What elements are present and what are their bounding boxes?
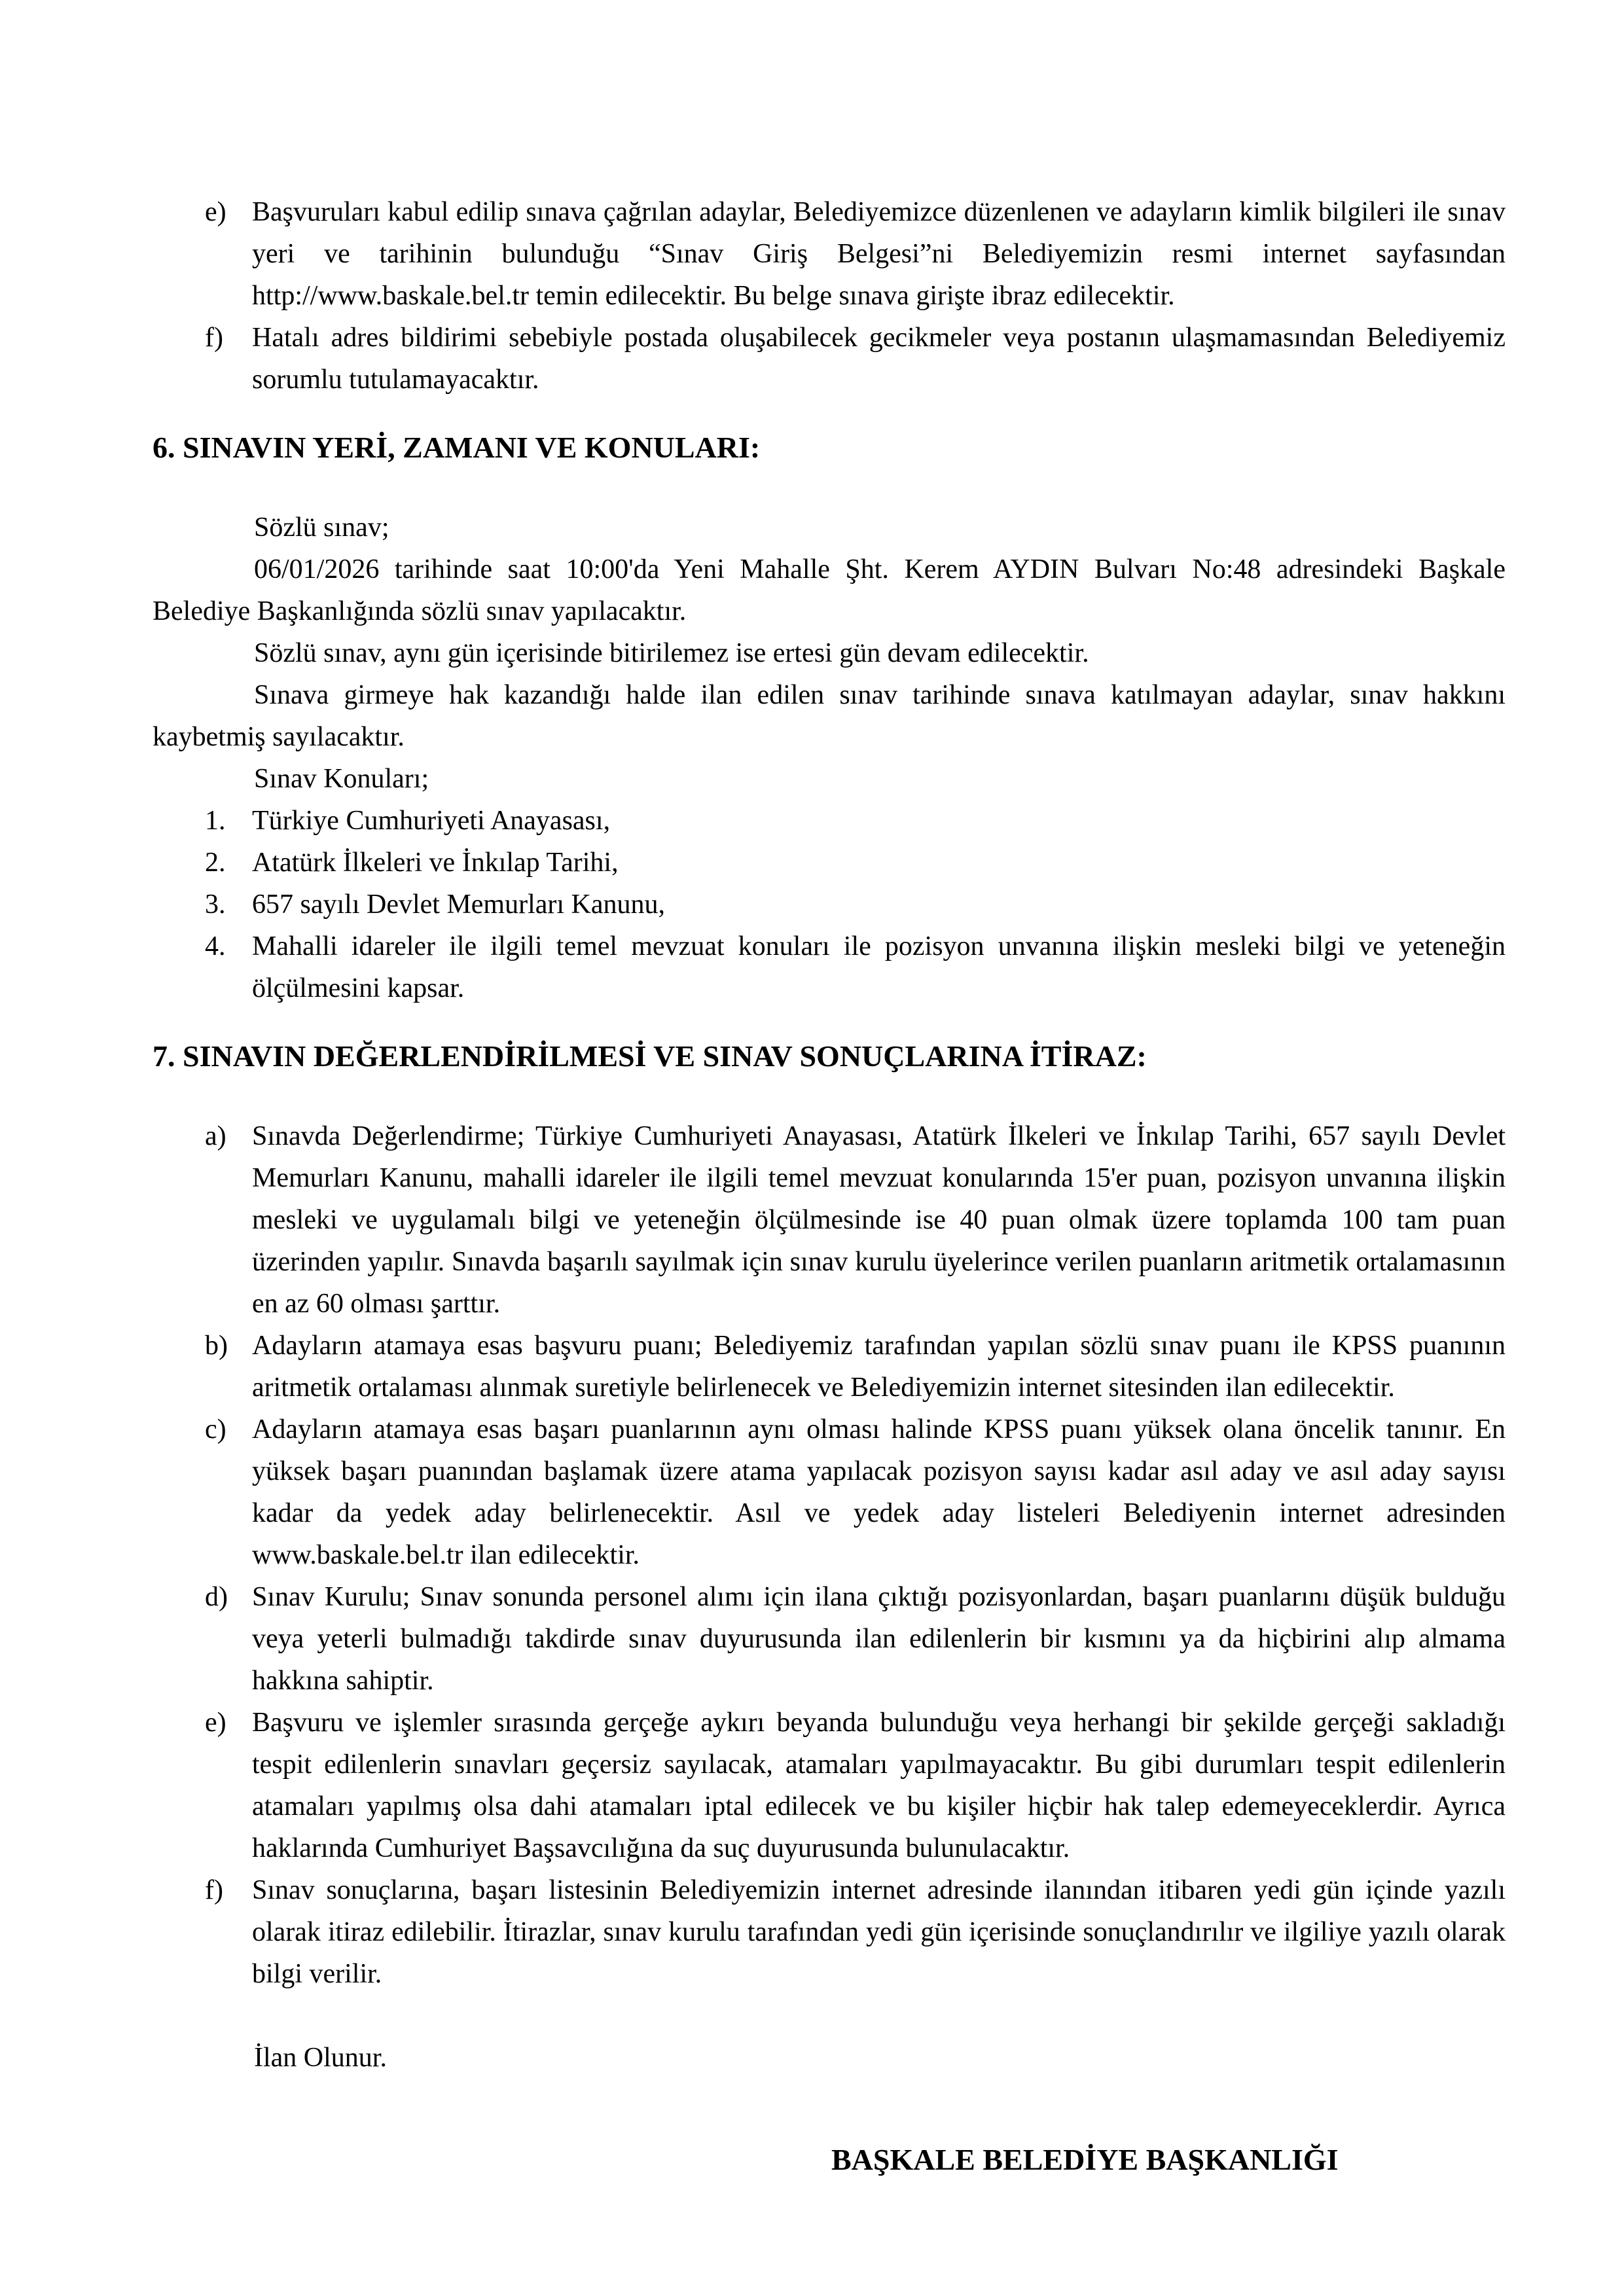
eval-item-c: [205, 1408, 1506, 1576]
list-marker: d): [205, 1582, 228, 1612]
list-item-text: Sınavda Değerlendirme; Türkiye Cumhuriyeti Anayasası, Atatürk İlkeleri ve İnkılap Tarihi, 657 sayılı Devlet Memurları Kanunu, mahalli idareler ile ilgili temel mevzuat konularında 15'er puan, pozisyon unvanına ilişkin mesleki ve uygulamalı bilgi ve yeteneğin ölçülmesinde ise 40 puan olmak üzere toplamda 100 tam puan üzerinden yapılır. Sınavda başarılı sayılmak için sınav kurulu üyelerince verilen puanların aritmetik ortalamasının en az 60 olması şarttır.: [252, 1121, 1506, 1319]
exam-topic-3: [205, 884, 1506, 925]
paragraph-exam-subjects-label: Sınav Konuları;: [254, 764, 429, 794]
eval-item-a: [205, 1115, 1506, 1325]
eval-item-b: [205, 1325, 1506, 1408]
paragraph-sozlu-sinav: Sözlü sınav;: [254, 512, 389, 543]
exam-topic-4: [205, 925, 1506, 1009]
eval-item-e: [205, 1702, 1506, 1869]
list-marker: e): [205, 197, 226, 227]
list-marker: 4.: [205, 931, 226, 961]
closing-statement: İlan Olunur.: [254, 2043, 387, 2073]
list-item-text: Başvuru ve işlemler sırasında gerçeğe aykırı beyanda bulunduğu veya herhangi bir şekilde gerçeği sakladığı tespit edilenlerin sınavları geçersiz sayılacak, atamaları yapılmayacaktır. Bu gibi durumları tespit edilenlerin atamaları yapılmış olsa dahi atamaları iptal edilecek ve bu kişiler hiçbir hak talep edemeyeceklerdir. Ayrıca haklarında Cumhuriyet Başsavcılığına da suç duyurusunda bulunulacaktır.: [252, 1708, 1506, 1863]
paragraph-exam-date: 06/01/2026 tarihinde saat 10:00'da Yeni Mahalle Şht. Kerem AYDIN Bulvarı No:48 adresindeki Başkale Belediye Başkanlığında sözlü sınav yapılacaktır.: [153, 554, 1506, 626]
list-item-text: Adayların atamaya esas başvuru puanı; Belediyemiz tarafından yapılan sözlü sınav puanı ile KPSS puanının aritmetik ortalaması alınmak suretiyle belirlenecek ve Belediyemizin internet sitesinden ilan edilecektir.: [252, 1331, 1506, 1403]
list-item-text: Sınav Kurulu; Sınav sonunda personel alımı için ilana çıktığı pozisyonlardan, başarı puanlarını düşük bulduğu veya yeterli bulmadığı takdirde sınav duyurusunda ilan edilenlerin bir kısmını ya da hiçbirini alıp almama hakkına sahiptir.: [252, 1582, 1506, 1696]
list-item-text: Başvuruları kabul edilip sınava çağrılan adaylar, Belediyemizce düzenlenen ve adayların kimlik bilgileri ile sınav yeri ve tarihinin bulunduğu “Sınav Giriş Belgesi”ni Belediyemizin resmi internet sayfasından http://www.baskale.bel.tr temin edilecektir. Bu belge sınava girişte ibraz edilecektir.: [252, 197, 1506, 311]
list-marker: 3.: [205, 889, 226, 920]
section-6-heading: 6. SINAVIN YERİ, ZAMANI VE KONULARI:: [153, 431, 761, 464]
list-marker: f): [205, 1875, 223, 1905]
list-item-text: Sınav sonuçlarına, başarı listesinin Belediyemizin internet adresinde ilanından itibaren yedi gün içinde yazılı olarak itiraz edilebilir. İtirazlar, sınav kurulu tarafından yedi gün içerisinde sonuçlandırılır ve ilgiliye yazılı olarak bilgi verilir.: [252, 1875, 1506, 1989]
list-marker: c): [205, 1414, 226, 1444]
list-item-text: Adayların atamaya esas başarı puanlarının aynı olması halinde KPSS puanı yüksek olana öncelik tanınır. En yüksek başarı puanından başlamak üzere atama yapılacak pozisyon sayısı kadar asıl aday ve asıl aday sayısı kadar da yedek aday belirlenecektir. Asıl ve yedek aday listeleri Belediyenin internet adresinden www.baskale.bel.tr ilan edilecektir.: [252, 1414, 1506, 1570]
list-item-text: Türkiye Cumhuriyeti Anayasası,: [252, 806, 611, 836]
paragraph-missed-exam: Sınava girmeye hak kazandığı halde ilan edilen sınav tarihinde sınava katılmayan adaylar, sınav hakkını kaybetmiş sayılacaktır.: [153, 680, 1506, 752]
list-item-text: Atatürk İlkeleri ve İnkılap Tarihi,: [252, 848, 619, 878]
eval-item-d: [205, 1576, 1506, 1702]
list-item-e: [205, 191, 1506, 317]
exam-topic-2: [205, 842, 1506, 884]
list-item-f: [205, 317, 1506, 401]
signature-authority: BAŞKALE BELEDİYE BAŞKANLIĞI: [831, 2143, 1339, 2176]
exam-topic-1: [205, 800, 1506, 842]
section-7-heading: 7. SINAVIN DEĞERLENDİRİLMESİ VE SINAV SONUÇLARINA İTİRAZ:: [153, 1039, 1147, 1073]
evaluation-lettered-list: [153, 1115, 1506, 1995]
list-marker: e): [205, 1708, 226, 1738]
paragraph-exam-continuation: Sözlü sınav, aynı gün içerisinde bitirilemez ise ertesi gün devam edilecektir.: [254, 638, 1089, 668]
intro-lettered-list: [153, 191, 1506, 401]
list-item-text: Hatalı adres bildirimi sebebiyle postada oluşabilecek gecikmeler veya postanın ulaşmamasından Belediyemiz sorumlu tutulamayacaktır.: [252, 323, 1506, 395]
list-marker: f): [205, 323, 223, 353]
exam-topics-list: [153, 800, 1506, 1009]
list-marker: b): [205, 1331, 228, 1361]
list-marker: 2.: [205, 848, 226, 878]
list-marker: 1.: [205, 806, 226, 836]
list-marker: a): [205, 1121, 226, 1151]
list-item-text: Mahalli idareler ile ilgili temel mevzuat konuları ile pozisyon unvanına ilişkin mesleki bilgi ve yeteneğin ölçülmesini kapsar.: [252, 931, 1506, 1003]
list-item-text: 657 sayılı Devlet Memurları Kanunu,: [252, 889, 666, 920]
eval-item-f: [205, 1869, 1506, 1995]
